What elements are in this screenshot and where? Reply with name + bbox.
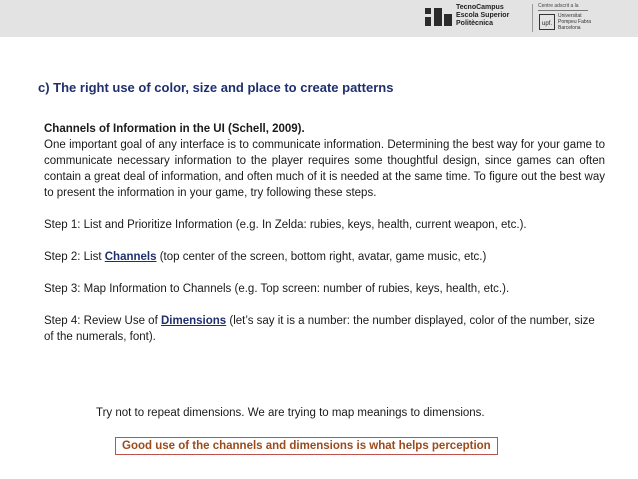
- intro-paragraph: One important goal of any interface is to communicate information. Determining the best way for your game to communicate necessary information to the player requires some thoughtful design, since games can often contain a great deal of information, and often much of it is needed at the same time. To figure out the best way to present the information in your game, try following these steps.: [44, 139, 605, 199]
- dimensions-note: Try not to repeat dimensions. We are trying to map meanings to dimensions.: [96, 407, 485, 419]
- spacer: [44, 297, 605, 313]
- step-1: Step 1: List and Prioritize Information (e.g. In Zelda: rubies, keys, health, current weapon, etc.).: [44, 219, 527, 231]
- brand-line: Escola Superior: [456, 12, 510, 19]
- header-band: [0, 0, 638, 37]
- step-2-text-tail: (top center of the screen, bottom right, avatar, game music, etc.): [156, 251, 487, 263]
- university-line: Universitat: [558, 13, 582, 19]
- step-4: [44, 313, 605, 345]
- university-line: Barcelona: [558, 25, 581, 31]
- upf-mark: upf.: [541, 21, 553, 27]
- step-4-text: Step 4: Review Use of: [44, 315, 161, 327]
- brand-line: TecnoCampus: [456, 4, 504, 11]
- dimensions-term: Dimensions: [160, 315, 227, 327]
- step-3: Step 3: Map Information to Channels (e.g. Top screen: number of rubies, keys, health, etc.).: [44, 283, 510, 295]
- perception-callout: Good use of the channels and dimensions is what helps perception: [115, 437, 498, 455]
- attached-rule: [538, 10, 588, 11]
- university-line: Pompeu Fabra: [558, 19, 592, 25]
- brand-line: Politècnica: [456, 20, 493, 27]
- slide-title: c) The right use of color, size and place to create patterns: [38, 80, 394, 95]
- slide-body: [44, 121, 605, 345]
- attached-label: Centre adscrit a la: [538, 3, 579, 9]
- tecnocampus-logo-icon: [425, 6, 453, 28]
- step-2-text: Step 2: List: [44, 251, 105, 263]
- spacer: [44, 265, 605, 281]
- header-divider: [532, 4, 533, 32]
- section-heading: Channels of Information in the UI (Schell, 2009).: [44, 123, 305, 135]
- channels-term: Channels: [104, 251, 157, 263]
- spacer: [44, 201, 605, 217]
- upf-logo-icon: [539, 14, 555, 30]
- university-name: [558, 13, 591, 31]
- step-2: [44, 249, 605, 265]
- tecnocampus-wordmark: [456, 4, 509, 28]
- spacer: [44, 233, 605, 249]
- step-4-text-tail: (let’s say it is a number: the number displayed, color of the number, size of the numerals, font).: [44, 315, 595, 343]
